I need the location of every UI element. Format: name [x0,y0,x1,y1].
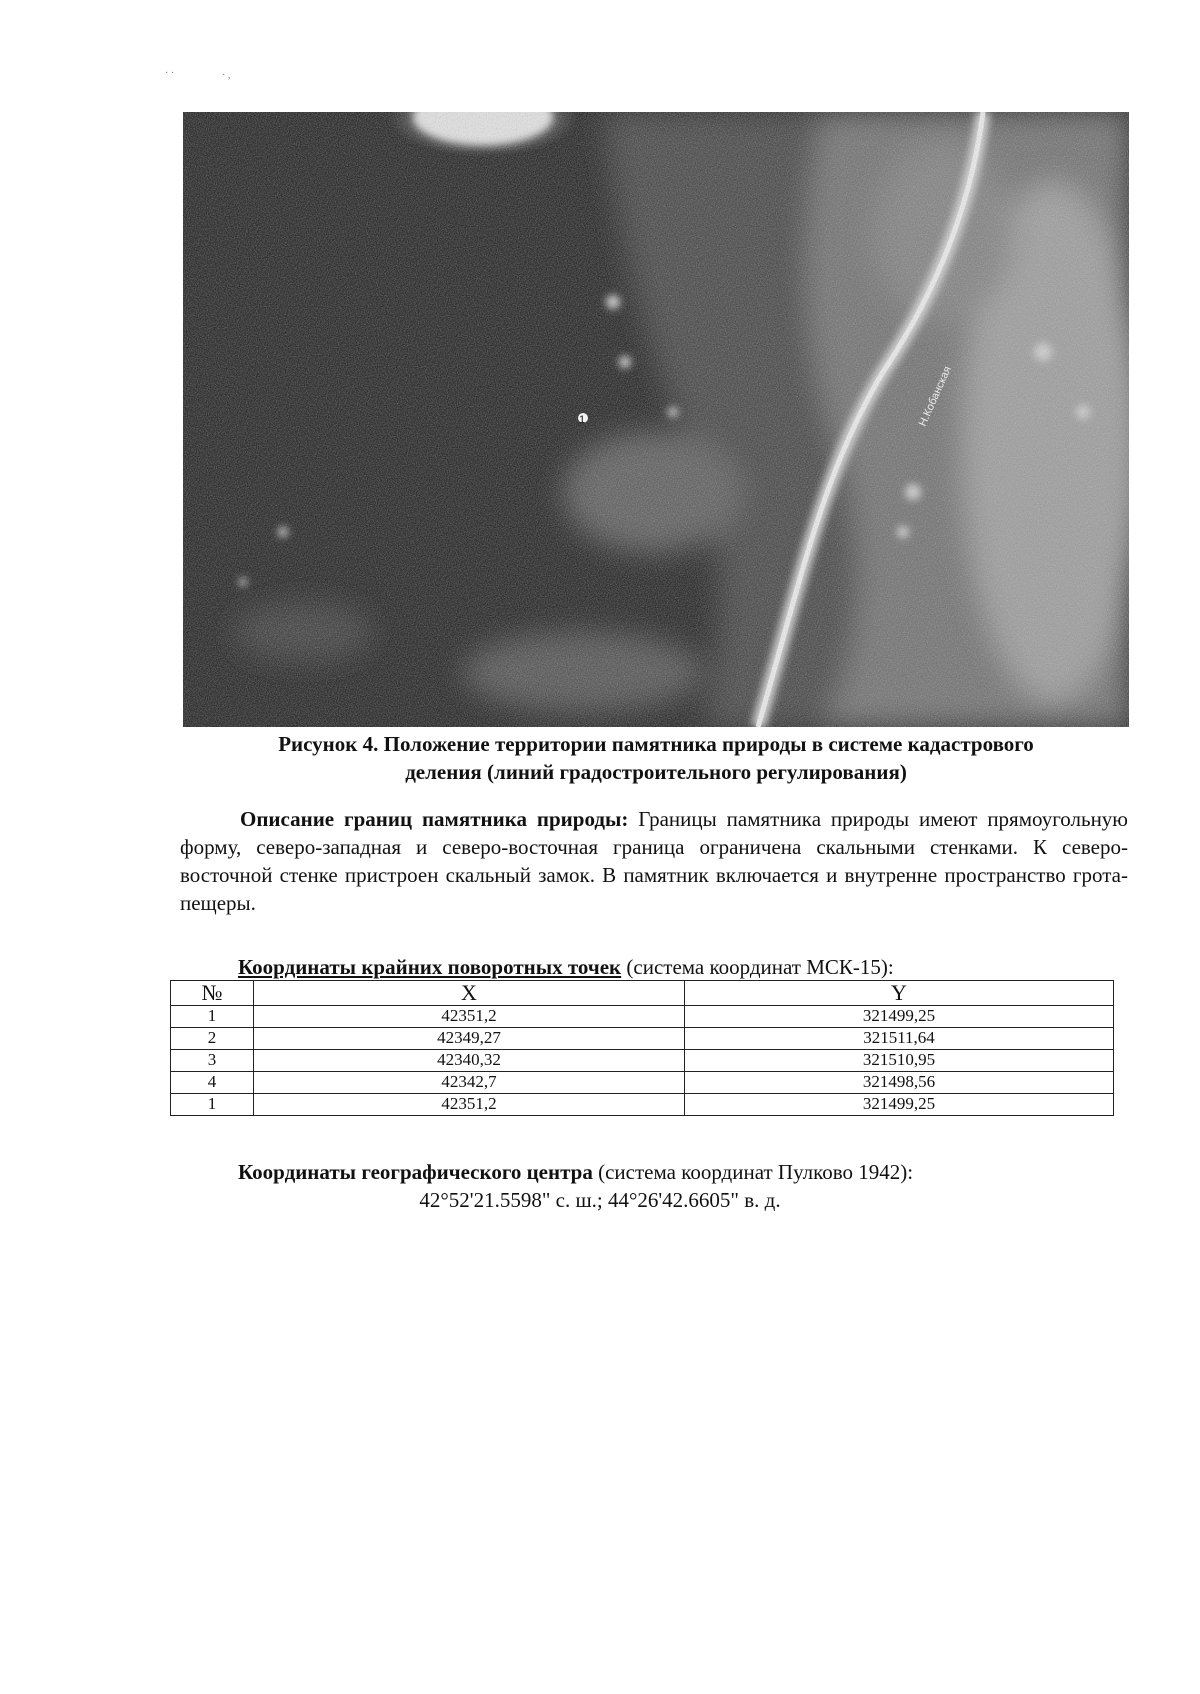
coordinates-heading-rest: (система координат МСК-15): [626,955,894,979]
table-row [171,1006,1114,1028]
column-header-x: X [254,981,685,1006]
point-label: 1 [579,414,586,426]
table-header-row [171,981,1114,1006]
column-header-number: № [171,981,254,1006]
caption-line-2: деления (линий градостроительного регулирования) [405,760,907,784]
column-header-y: Y [685,981,1114,1006]
cell-y: 321499,25 [685,1006,1114,1028]
road-label: Н.Кобанская [916,364,954,429]
cell-x: 42340,32 [254,1050,685,1072]
coordinates-heading-bold: Координаты крайних поворотных точек [238,955,622,979]
geo-center-heading-rest: (система координат Пулково 1942): [598,1160,914,1184]
geo-center-heading-bold: Координаты географического центра [238,1160,593,1184]
cell-y: 321498,56 [685,1072,1114,1094]
scan-speck: · · [165,68,175,79]
table-row [171,1094,1114,1116]
coordinates-table [170,980,1114,1116]
table-row [171,1028,1114,1050]
caption-line-1: Рисунок 4. Положение территории памятника природы в системе кадастрового [278,732,1034,756]
description-label: Описание границ памятника природы: [240,807,629,831]
satellite-map [183,112,1129,727]
cell-number: 1 [171,1006,254,1028]
cell-y: 321510,95 [685,1050,1114,1072]
cell-number: 4 [171,1072,254,1094]
geo-center-value: 42°52'21.5598" с. ш.; 44°26'42.6605" в. д. [419,1188,781,1212]
cell-x: 42342,7 [254,1072,685,1094]
cell-y: 321511,64 [685,1028,1114,1050]
coordinates-heading [238,954,894,980]
table-row [171,1072,1114,1094]
table-row [171,1050,1114,1072]
satellite-image [183,112,1129,727]
cell-number: 3 [171,1050,254,1072]
cell-x: 42351,2 [254,1094,685,1116]
boundary-description [180,805,1128,917]
description-text: Границы памятника природы имеют прямоугольную форму, северо-западная и северо-восточная граница ограничена скальными стенками. К северо-восточной стенке пристроен скальный замок. В памятник включается и внутренне пространство грота-пещеры. [180,807,1128,915]
figure-caption [183,730,1129,786]
cell-y: 321499,25 [685,1094,1114,1116]
cell-x: 42349,27 [254,1028,685,1050]
cell-x: 42351,2 [254,1006,685,1028]
scan-speck: · , [222,70,231,81]
geo-center-heading [238,1158,913,1186]
cell-number: 2 [171,1028,254,1050]
cell-number: 1 [171,1094,254,1116]
